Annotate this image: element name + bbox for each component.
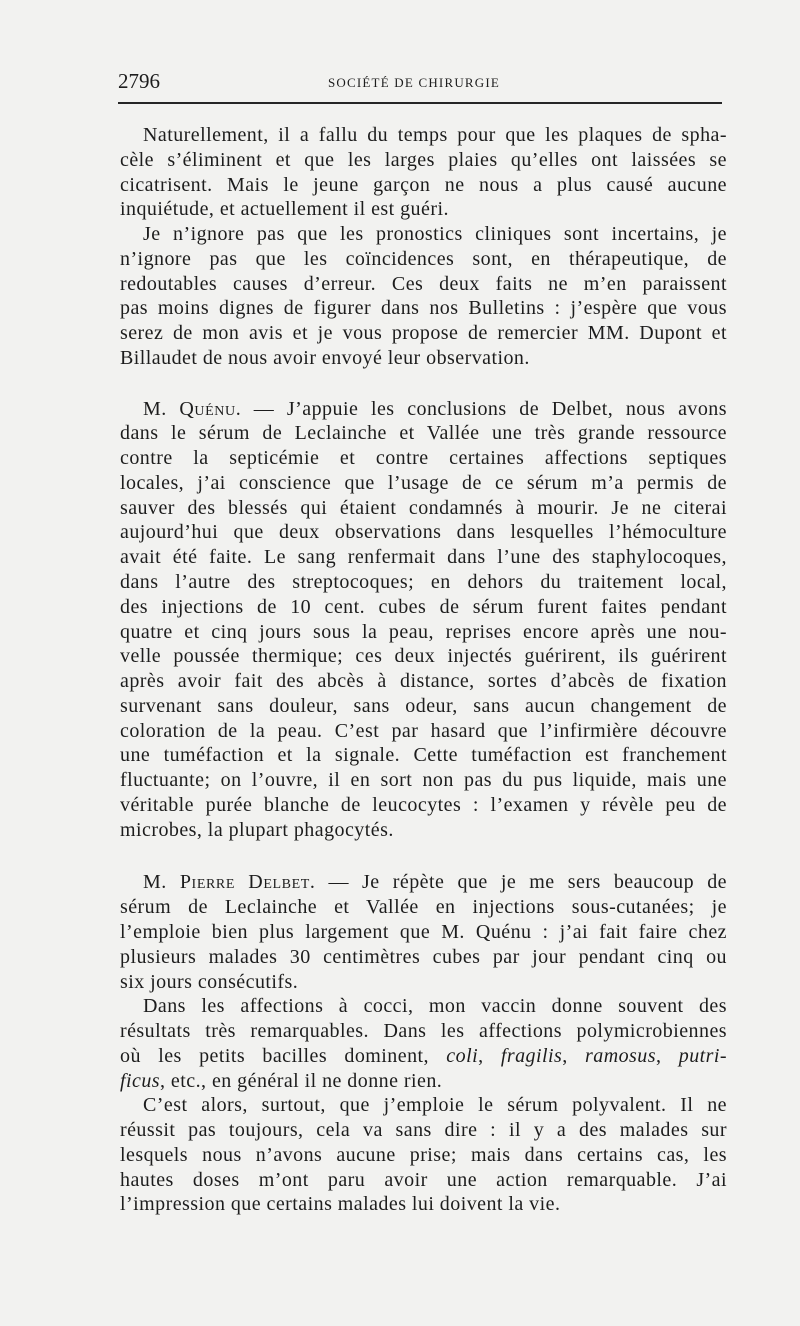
text-run: ,: [562, 1044, 586, 1067]
italic-term: putri-: [678, 1044, 728, 1067]
text-line: contre la septicémie et contre certaines affections septiques: [120, 447, 727, 470]
text-line: Je n’ignore pas que les pronostics cliniques sont incertains, je: [143, 223, 727, 246]
text-line: [120, 397, 727, 422]
text-line: hautes doses m’ont paru avoir une action remarquable. J’ai: [120, 1168, 727, 1191]
text-line: Naturellement, il a fallu du temps pour que les plaques de spha-: [143, 124, 727, 146]
text-line: redoutables causes d’erreur. Ces deux faits ne m’en paraissent: [120, 272, 727, 295]
paragraph: [120, 397, 727, 843]
text-line: des injections de 10 cent. cubes de sérum furent faites pendant: [120, 595, 727, 618]
text-line: sauver des blessés qui étaient condamnés à mourir. Je ne citerai: [120, 496, 727, 519]
text-line: aujourd’hui que deux observations dans lesquelles l’hémoculture: [120, 521, 727, 544]
text-run: M.: [143, 871, 180, 894]
italic-term: coli: [446, 1044, 479, 1067]
text-line: coloration de la peau. C’est par hasard que l’infirmière découvre: [120, 719, 727, 742]
paragraph: [120, 870, 727, 994]
italic-term: ficus: [120, 1069, 161, 1092]
paragraph: [120, 222, 727, 371]
text-line: n’ignore pas que les coïncidences sont, en thérapeutique, de: [120, 247, 727, 270]
text-line: [120, 870, 727, 895]
text-line: cèle s’éliminent et que les larges plaies qu’elles ont laissées se: [120, 148, 727, 171]
text-line: locales, j’ai conscience que l’usage de ce sérum m’a permis de: [120, 471, 727, 494]
text-run: . — Je répète que je me sers beaucoup de: [309, 871, 727, 894]
text-run: où les petits bacilles dominent,: [120, 1044, 447, 1067]
text-run: . — J’appuie les conclusions de Delbet, nous avons: [235, 397, 727, 420]
text-line: microbes, la plupart phagocytés.: [120, 818, 394, 841]
text-line: réussit pas toujours, cela va sans dire : il y a des malades sur: [120, 1119, 727, 1142]
text-line: six jours consécutifs.: [120, 970, 299, 993]
text-line: plusieurs malades 30 centimètres cubes par jour pendant cinq ou: [120, 945, 727, 968]
text-line: inquiétude, et actuellement il est guéri.: [120, 198, 449, 221]
text-line: velle poussée thermique; ces deux injectés guérirent, ils guérirent: [120, 645, 727, 668]
text-section: [120, 870, 727, 1217]
page-number: 2796: [118, 69, 160, 93]
text-line: résultats très remarquables. Dans les affections polymicrobiennes: [120, 1020, 727, 1043]
text-run: M.: [143, 397, 180, 420]
paragraph: [120, 1093, 727, 1217]
italic-term: ramosus: [585, 1044, 656, 1067]
text-line: l’emploie bien plus largement que M. Quénu : j’ai fait faire chez: [120, 920, 727, 943]
text-run: , etc., en général il ne donne rien.: [160, 1069, 443, 1092]
paragraph: [120, 123, 727, 222]
italic-term: fragilis: [500, 1044, 563, 1067]
text-line: Billaudet de nous avoir envoyé leur observation.: [120, 346, 530, 369]
text-line: une tuméfaction et la signale. Cette tuméfaction est franchement: [120, 744, 727, 767]
text-line: [120, 1069, 727, 1094]
text-line: C’est alors, surtout, que j’emploie le sérum polyvalent. Il ne: [143, 1094, 727, 1117]
header-rule: [118, 102, 722, 104]
text-line: dans le sérum de Leclainche et Vallée une très grande ressource: [120, 422, 727, 445]
text-line: sérum de Leclainche et Vallée en injections sous-cutanées; je: [120, 896, 727, 919]
text-run: ,: [478, 1044, 501, 1067]
text-line: [120, 1044, 727, 1069]
text-line: Dans les affections à cocci, mon vaccin donne souvent des: [143, 995, 727, 1018]
text-line: survenant sans douleur, sans odeur, sans aucun changement de: [120, 694, 727, 717]
speaker-name: Quénu: [179, 397, 236, 420]
text-line: fluctuante; on l’ouvre, il en sort non pas du pus liquide, mais une: [120, 769, 727, 792]
text-line: cicatrisent. Mais le jeune garçon ne nous a plus causé aucune: [120, 173, 727, 196]
text-line: pas moins dignes de figurer dans nos Bulletins : j’espère que vous: [120, 297, 727, 320]
text-line: dans l’autre des streptocoques; en dehors du traitement local,: [120, 571, 727, 594]
text-line: avait été faite. Le sang renfermait dans l’une des staphylocoques,: [120, 546, 727, 569]
speaker-name: Pierre Delbet: [179, 871, 310, 894]
text-line: serez de mon avis et je vous propose de remercier MM. Dupont et: [120, 322, 727, 345]
text-line: après avoir fait des abcès à distance, sortes d’abcès de fixation: [120, 670, 727, 693]
text-line: l’impression que certains malades lui doivent la vie.: [120, 1193, 561, 1216]
running-head: SOCIÉTÉ DE CHIRURGIE: [328, 75, 501, 90]
paragraph: [120, 994, 727, 1093]
text-section: [120, 397, 727, 843]
text-line: lesquels nous n’avons aucune prise; mais dans certains cas, les: [120, 1143, 727, 1166]
body-text: [120, 123, 727, 1217]
text-line: véritable purée blanche de leucocytes : l’examen y révèle peu de: [120, 793, 727, 816]
text-run: ,: [655, 1044, 679, 1067]
text-section: [120, 123, 727, 371]
text-line: quatre et cinq jours sous la peau, reprises encore après une nou-: [120, 620, 727, 643]
